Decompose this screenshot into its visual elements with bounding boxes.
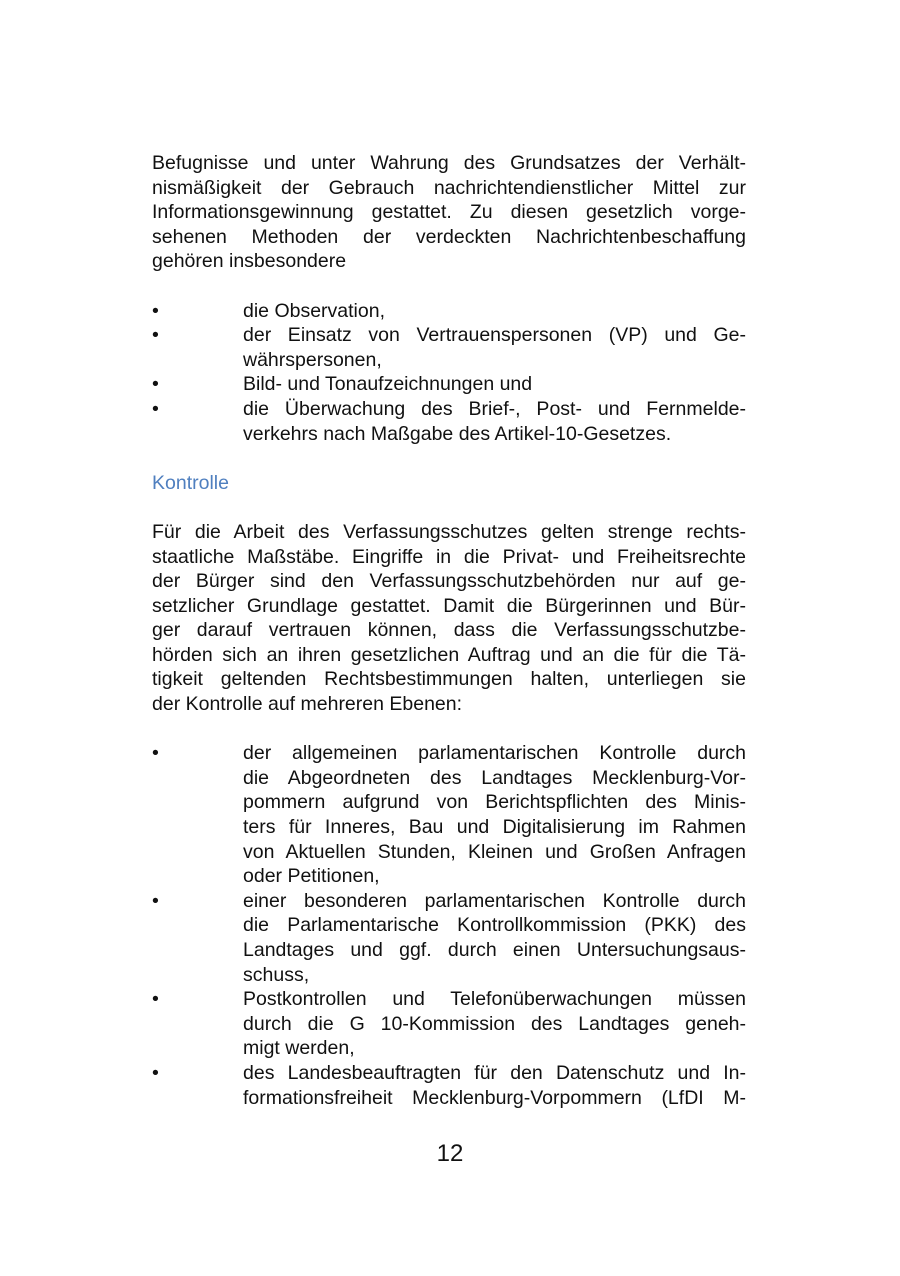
list-item-line: pommern aufgrund von Berichtspflichten des Minis- — [243, 791, 746, 814]
list-item-line: Landtages und ggf. durch einen Untersuchungsaus- — [243, 939, 746, 961]
page-number: 12 — [436, 1140, 464, 1167]
list-item-line: die Parlamentarische Kontrollkommission (PKK) des — [243, 914, 746, 937]
list-item-line: Postkontrollen und Telefonüberwachungen müssen — [243, 988, 746, 1011]
list-item-line: oder Petitionen, — [243, 865, 380, 888]
list-item-line: der Einsatz von Vertrauenspersonen (VP) und Ge- — [243, 324, 746, 347]
bullet-icon: • — [152, 988, 159, 1011]
text-line: der Bürger sind den Verfassungsschutzbehörden nur auf ge- — [152, 570, 746, 593]
bullet-icon: • — [152, 324, 159, 347]
list-item — [152, 372, 746, 397]
text-line: Befugnisse und unter Wahrung des Grundsatzes der Verhält- — [152, 152, 746, 174]
text-line: setzlicher Grundlage gestattet. Damit die Bürgerinnen und Bür- — [152, 594, 746, 617]
text-line: ger darauf vertrauen können, dass die Verfassungsschutzbe- — [152, 619, 746, 642]
list-item-line: Bild- und Tonaufzeichnungen und — [243, 373, 533, 396]
text-line: staatliche Maßstäbe. Eingriffe in die Privat- und Freiheitsrechte — [152, 545, 746, 568]
list-item-line: währspersonen, — [243, 348, 382, 371]
text-line: tigkeit geltenden Rechtsbestimmungen halten, unterliegen sie — [152, 668, 746, 691]
list-item — [152, 1061, 746, 1110]
text-line: Informationsgewinnung gestattet. Zu diesen gesetzlich vorge- — [152, 201, 746, 224]
text-line: sehenen Methoden der verdeckten Nachrichtenbeschaffung — [152, 225, 746, 248]
section-heading: Kontrolle — [152, 471, 229, 494]
list-item — [152, 889, 746, 987]
list-item-line: ters für Inneres, Bau und Digitalisierung im Rahmen — [243, 816, 746, 839]
list-item — [152, 299, 746, 324]
bullet-icon: • — [152, 889, 159, 912]
list-item-line: der allgemeinen parlamentarischen Kontrolle durch — [243, 742, 746, 765]
list-item — [152, 987, 746, 1061]
bullet-icon: • — [152, 1061, 159, 1084]
list-item-line: formationsfreiheit Mecklenburg-Vorpommern (LfDI M- — [243, 1086, 746, 1109]
text-line: nismäßigkeit der Gebrauch nachrichtendienstlicher Mittel zur — [152, 176, 746, 199]
control-paragraph — [152, 520, 746, 717]
list-item-line: schuss, — [243, 963, 310, 986]
list-item — [152, 323, 746, 372]
list-item — [152, 397, 746, 446]
list-item-line: die Observation, — [243, 299, 385, 322]
list-item-line: die Abgeordneten des Landtages Mecklenburg-Vor- — [243, 766, 746, 789]
bullet-icon: • — [152, 397, 159, 420]
text-line: hörden sich an ihren gesetzlichen Auftrag und an die für die Tä- — [152, 643, 746, 666]
page-body — [152, 151, 746, 1110]
list-item — [152, 741, 746, 889]
list-item-line: von Aktuellen Stunden, Kleinen und Großen Anfragen — [243, 840, 746, 863]
text-line: Für die Arbeit des Verfassungsschutzes gelten strenge rechts- — [152, 520, 746, 543]
list-item-line: verkehrs nach Maßgabe des Artikel-10-Gesetzes. — [243, 422, 672, 445]
list-item-line: migt werden, — [243, 1037, 355, 1060]
text-line: der Kontrolle auf mehreren Ebenen: — [152, 693, 463, 716]
list-item-line: die Überwachung des Brief-, Post- und Fernmelde- — [243, 397, 746, 420]
text-line: gehören insbesondere — [152, 250, 347, 273]
list-item-line: einer besonderen parlamentarischen Kontrolle durch — [243, 889, 746, 912]
bullet-icon: • — [152, 742, 159, 765]
methods-list — [152, 299, 746, 447]
list-item-line: des Landesbeauftragten für den Datenschutz und In- — [243, 1061, 746, 1084]
bullet-icon: • — [152, 373, 159, 396]
list-item-line: durch die G 10-Kommission des Landtages geneh- — [243, 1012, 746, 1035]
control-list — [152, 741, 746, 1110]
bullet-icon: • — [152, 299, 159, 322]
intro-paragraph — [152, 151, 746, 274]
